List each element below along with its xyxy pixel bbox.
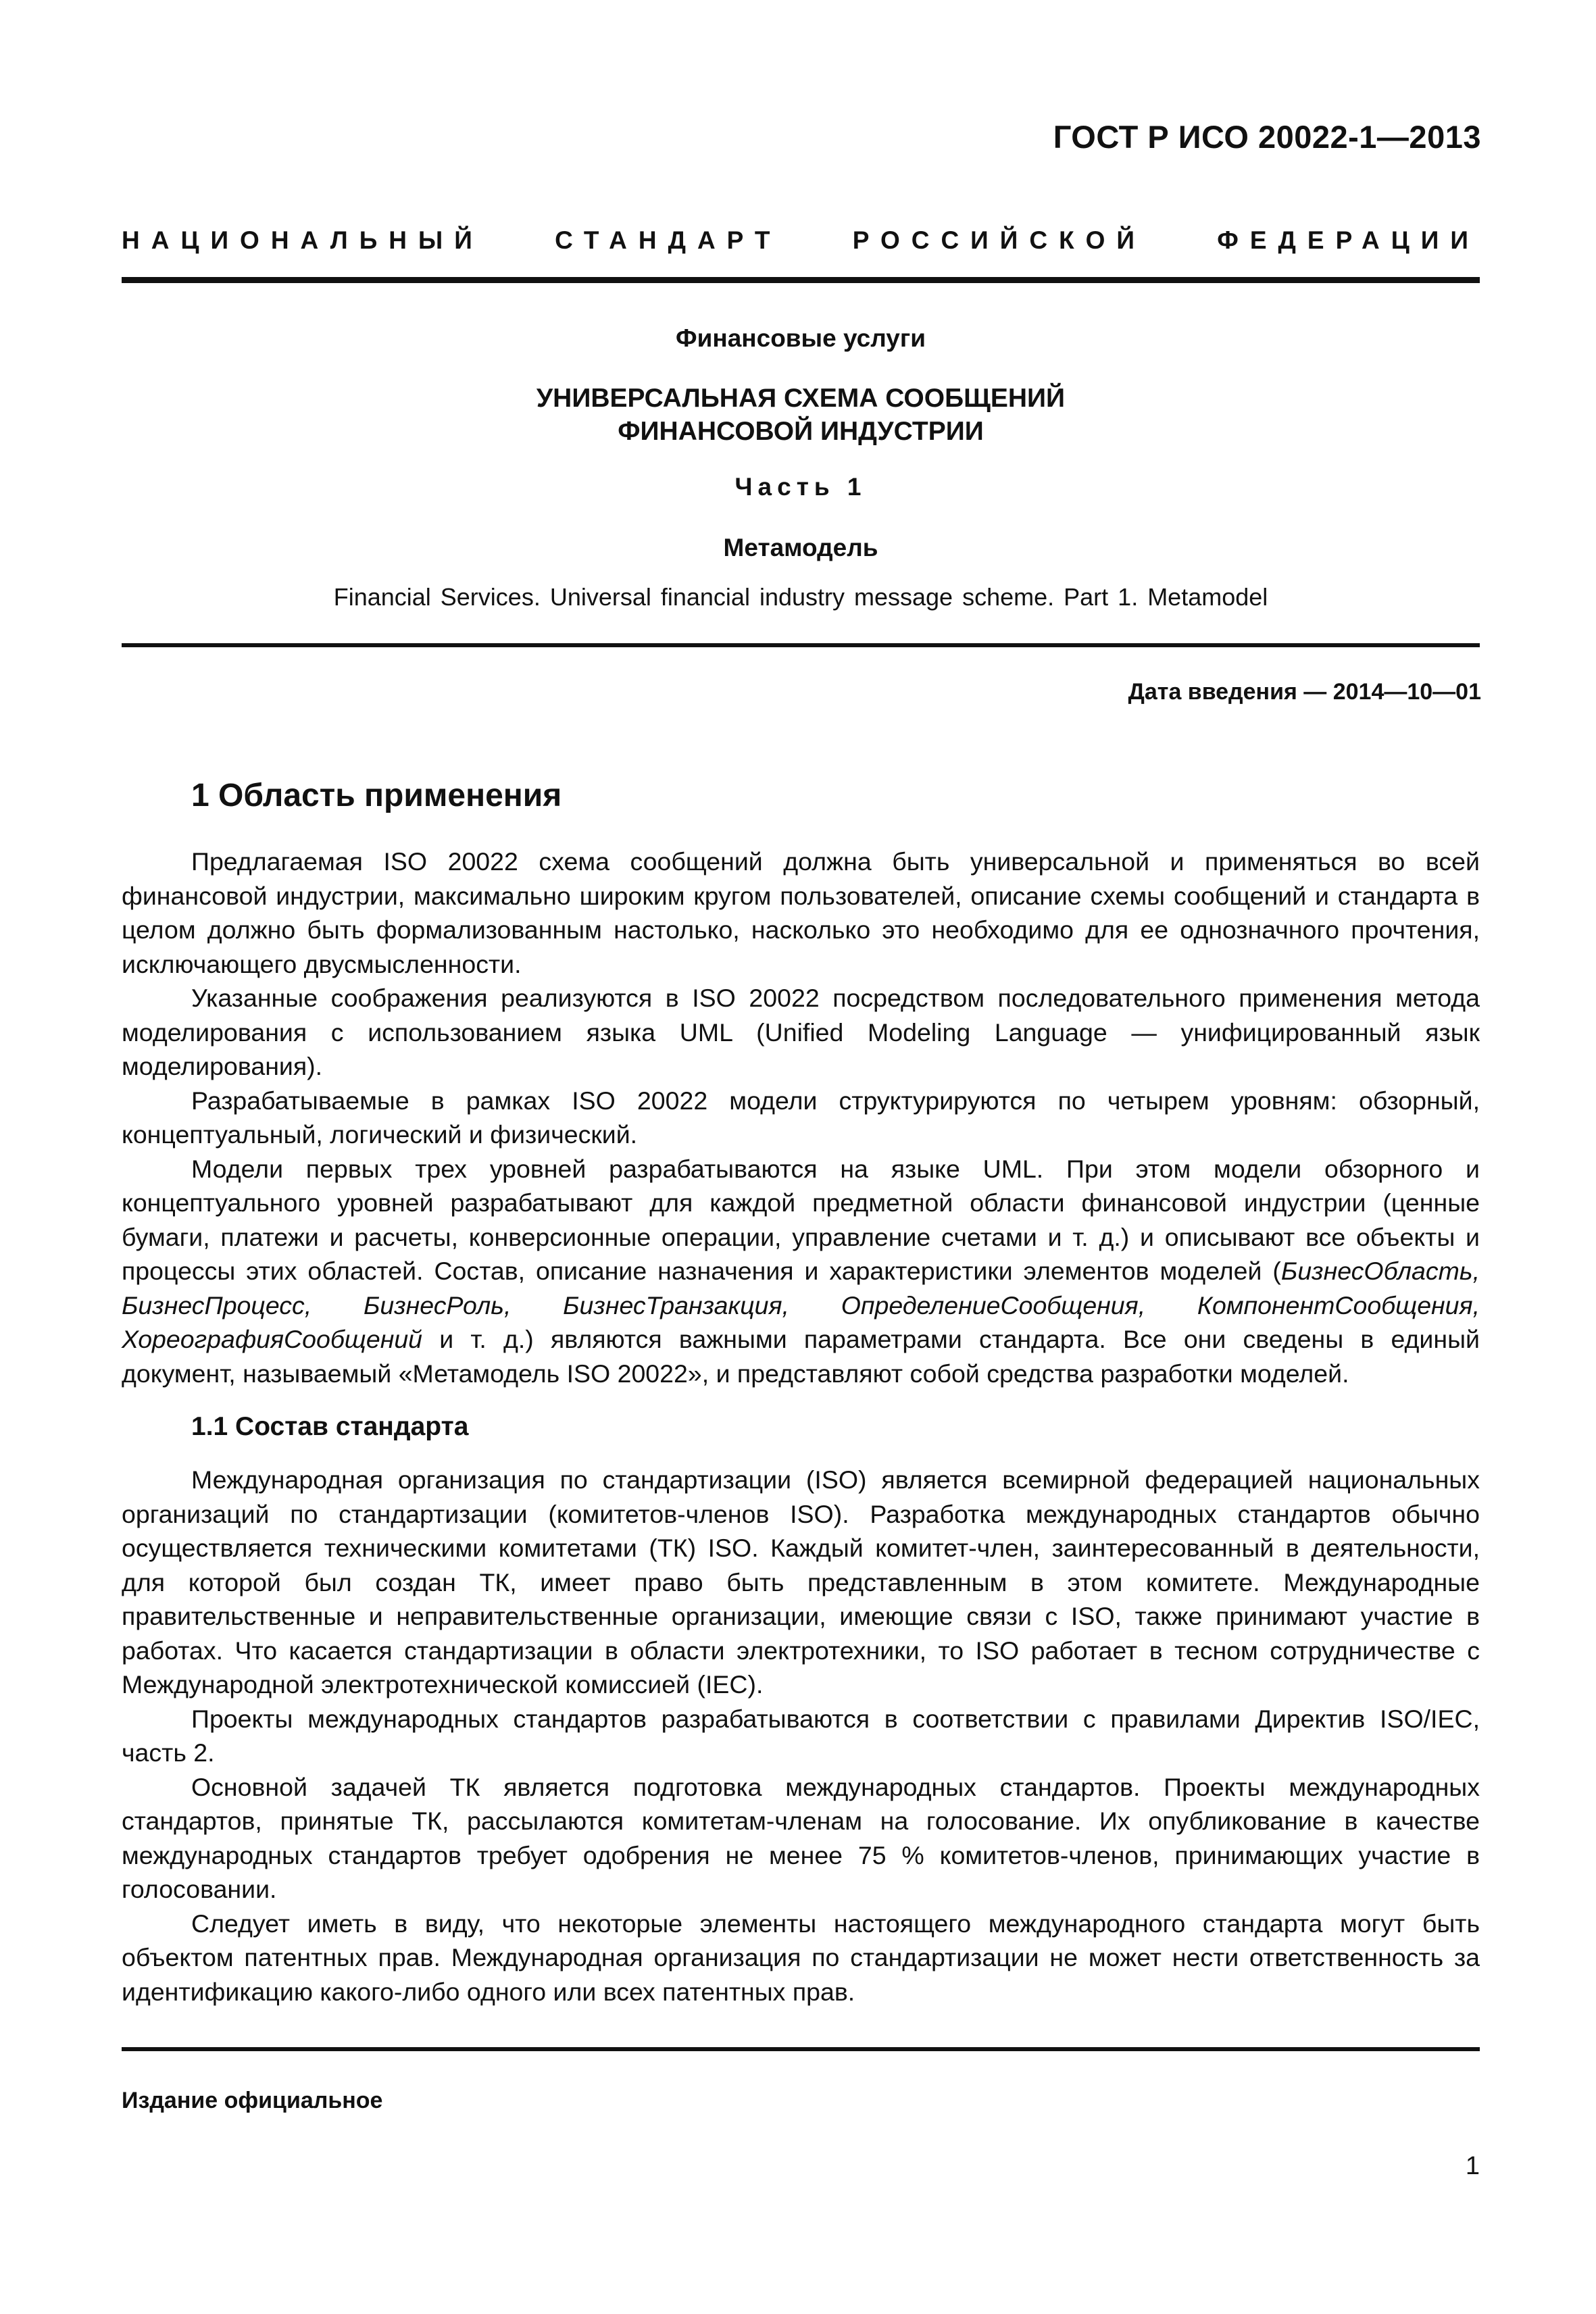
- main-title-line: УНИВЕРСАЛЬНАЯ СХЕМА СООБЩЕНИЙ: [536, 384, 1066, 413]
- subsection-body: [122, 1463, 1480, 2009]
- main-title-line: ФИНАНСОВОЙ ИНДУСТРИИ: [618, 417, 984, 446]
- official-edition-label: Издание официальное: [122, 2088, 383, 2113]
- main-title: [122, 382, 1480, 448]
- paragraph: Указанные соображения реализуются в ISO 20022 посредством последовательного применения метода моделирования с использованием языка UML (Unified Modeling Language — унифицированный язык моделирования).: [122, 984, 1480, 1080]
- section-body: [122, 845, 1480, 1390]
- subsection-heading: 1.1 Состав стандарта: [191, 1412, 469, 1441]
- footer-rule: [122, 2047, 1480, 2051]
- english-title: Financial Services. Universal financial industry message scheme. Part 1. Metamodel: [333, 583, 1268, 611]
- banner-word: НАЦИОНАЛЬНЫЙ: [122, 226, 484, 254]
- category-title: Финансовые услуги: [676, 324, 926, 352]
- paragraph: [122, 1152, 1480, 1391]
- paragraph: Разрабатываемые в рамках ISO 20022 модели структурируются по четырем уровням: обзорный, концептуальный, логический и физический.: [122, 1086, 1480, 1149]
- paragraph-text: Модели первых трех уровней разрабатываются на языке UML. При этом модели обзорного и концептуального уровней разрабатывают для каждой предметной области финансовой индустрии (ценные бумаги, платежи и расчеты, конверсионные операции, управление счетами и т. д.) и описывают все объекты и процессы этих областей. Состав, описание назначения и характеристики элементов моделей (: [122, 1154, 1480, 1285]
- banner-word: ФЕДЕРАЦИИ: [1217, 226, 1480, 254]
- italic-terms: БизнесОбласть, БизнесПроцесс, БизнесРоль, БизнесТранзакция, ОпределениеСообщения, КомпонентСообщения, ХореографияСообщений: [122, 1257, 1480, 1353]
- banner-word: РОССИЙСКОЙ: [852, 226, 1147, 254]
- header-rule: [122, 277, 1480, 283]
- introduction-date: Дата введения — 2014—10—01: [1128, 679, 1481, 705]
- national-standard-banner: [122, 226, 1480, 255]
- paragraph: Международная организация по стандартизации (ISO) является всемирной федерацией национальных организаций по стандартизации (комитетов-членов ISO). Разработка международных стандартов обычно осуществляется техническими комитетами (ТК) ISO. Каждый комитет-член, заинтересованный в деятельности, для которой был создан ТК, имеет право быть представленным в этом комитете. Международные правительственные и неправительственные организации, имеющие связи с ISO, также принимают участие в работах. Что касается стандартизации в области электротехники, то ISO работает в тесном сотрудничестве с Международной электротехнической комиссией (IEC).: [122, 1465, 1480, 1699]
- paragraph: Основной задачей ТК является подготовка международных стандартов. Проекты международных стандартов, принятые ТК, рассылаются комитетам-членам на голосование. Их опубликование в качестве международных стандартов требует одобрения не менее 75 % комитетов-членов, принимающих участие в голосовании.: [122, 1772, 1480, 1903]
- document-code: ГОСТ Р ИСО 20022-1—2013: [1053, 119, 1481, 155]
- paragraph: Следует иметь в виду, что некоторые элементы настоящего международного стандарта могут быть объектом патентных прав. Международная организация по стандартизации не может нести ответственность за идентификацию какого-либо одного или всех патентных прав.: [122, 1909, 1480, 2006]
- section-heading: 1 Область применения: [191, 778, 562, 813]
- paragraph: Проекты международных стандартов разрабатываются в соответствии с правилами Директив ISO/IEC, часть 2.: [122, 1704, 1480, 1767]
- title-rule: [122, 643, 1480, 647]
- subtitle: Метамодель: [723, 534, 878, 561]
- banner-word: СТАНДАРТ: [555, 226, 782, 254]
- part-label: Часть 1: [734, 473, 867, 501]
- page-number: 1: [1465, 2152, 1480, 2180]
- paragraph: Предлагаемая ISO 20022 схема сообщений должна быть универсальной и применяться во всей финансовой индустрии, максимально широким кругом пользователей, описание схемы сообщений и стандарта в целом должно быть формализованным настолько, насколько это необходимо для ее однозначного прочтения, исключающего двусмысленности.: [122, 847, 1480, 978]
- paragraph-text: и т. д.) являются важными параметрами стандарта. Все они сведены в единый документ, называемый «Метамодель ISO 20022», и представляют собой средства разработки моделей.: [122, 1325, 1480, 1388]
